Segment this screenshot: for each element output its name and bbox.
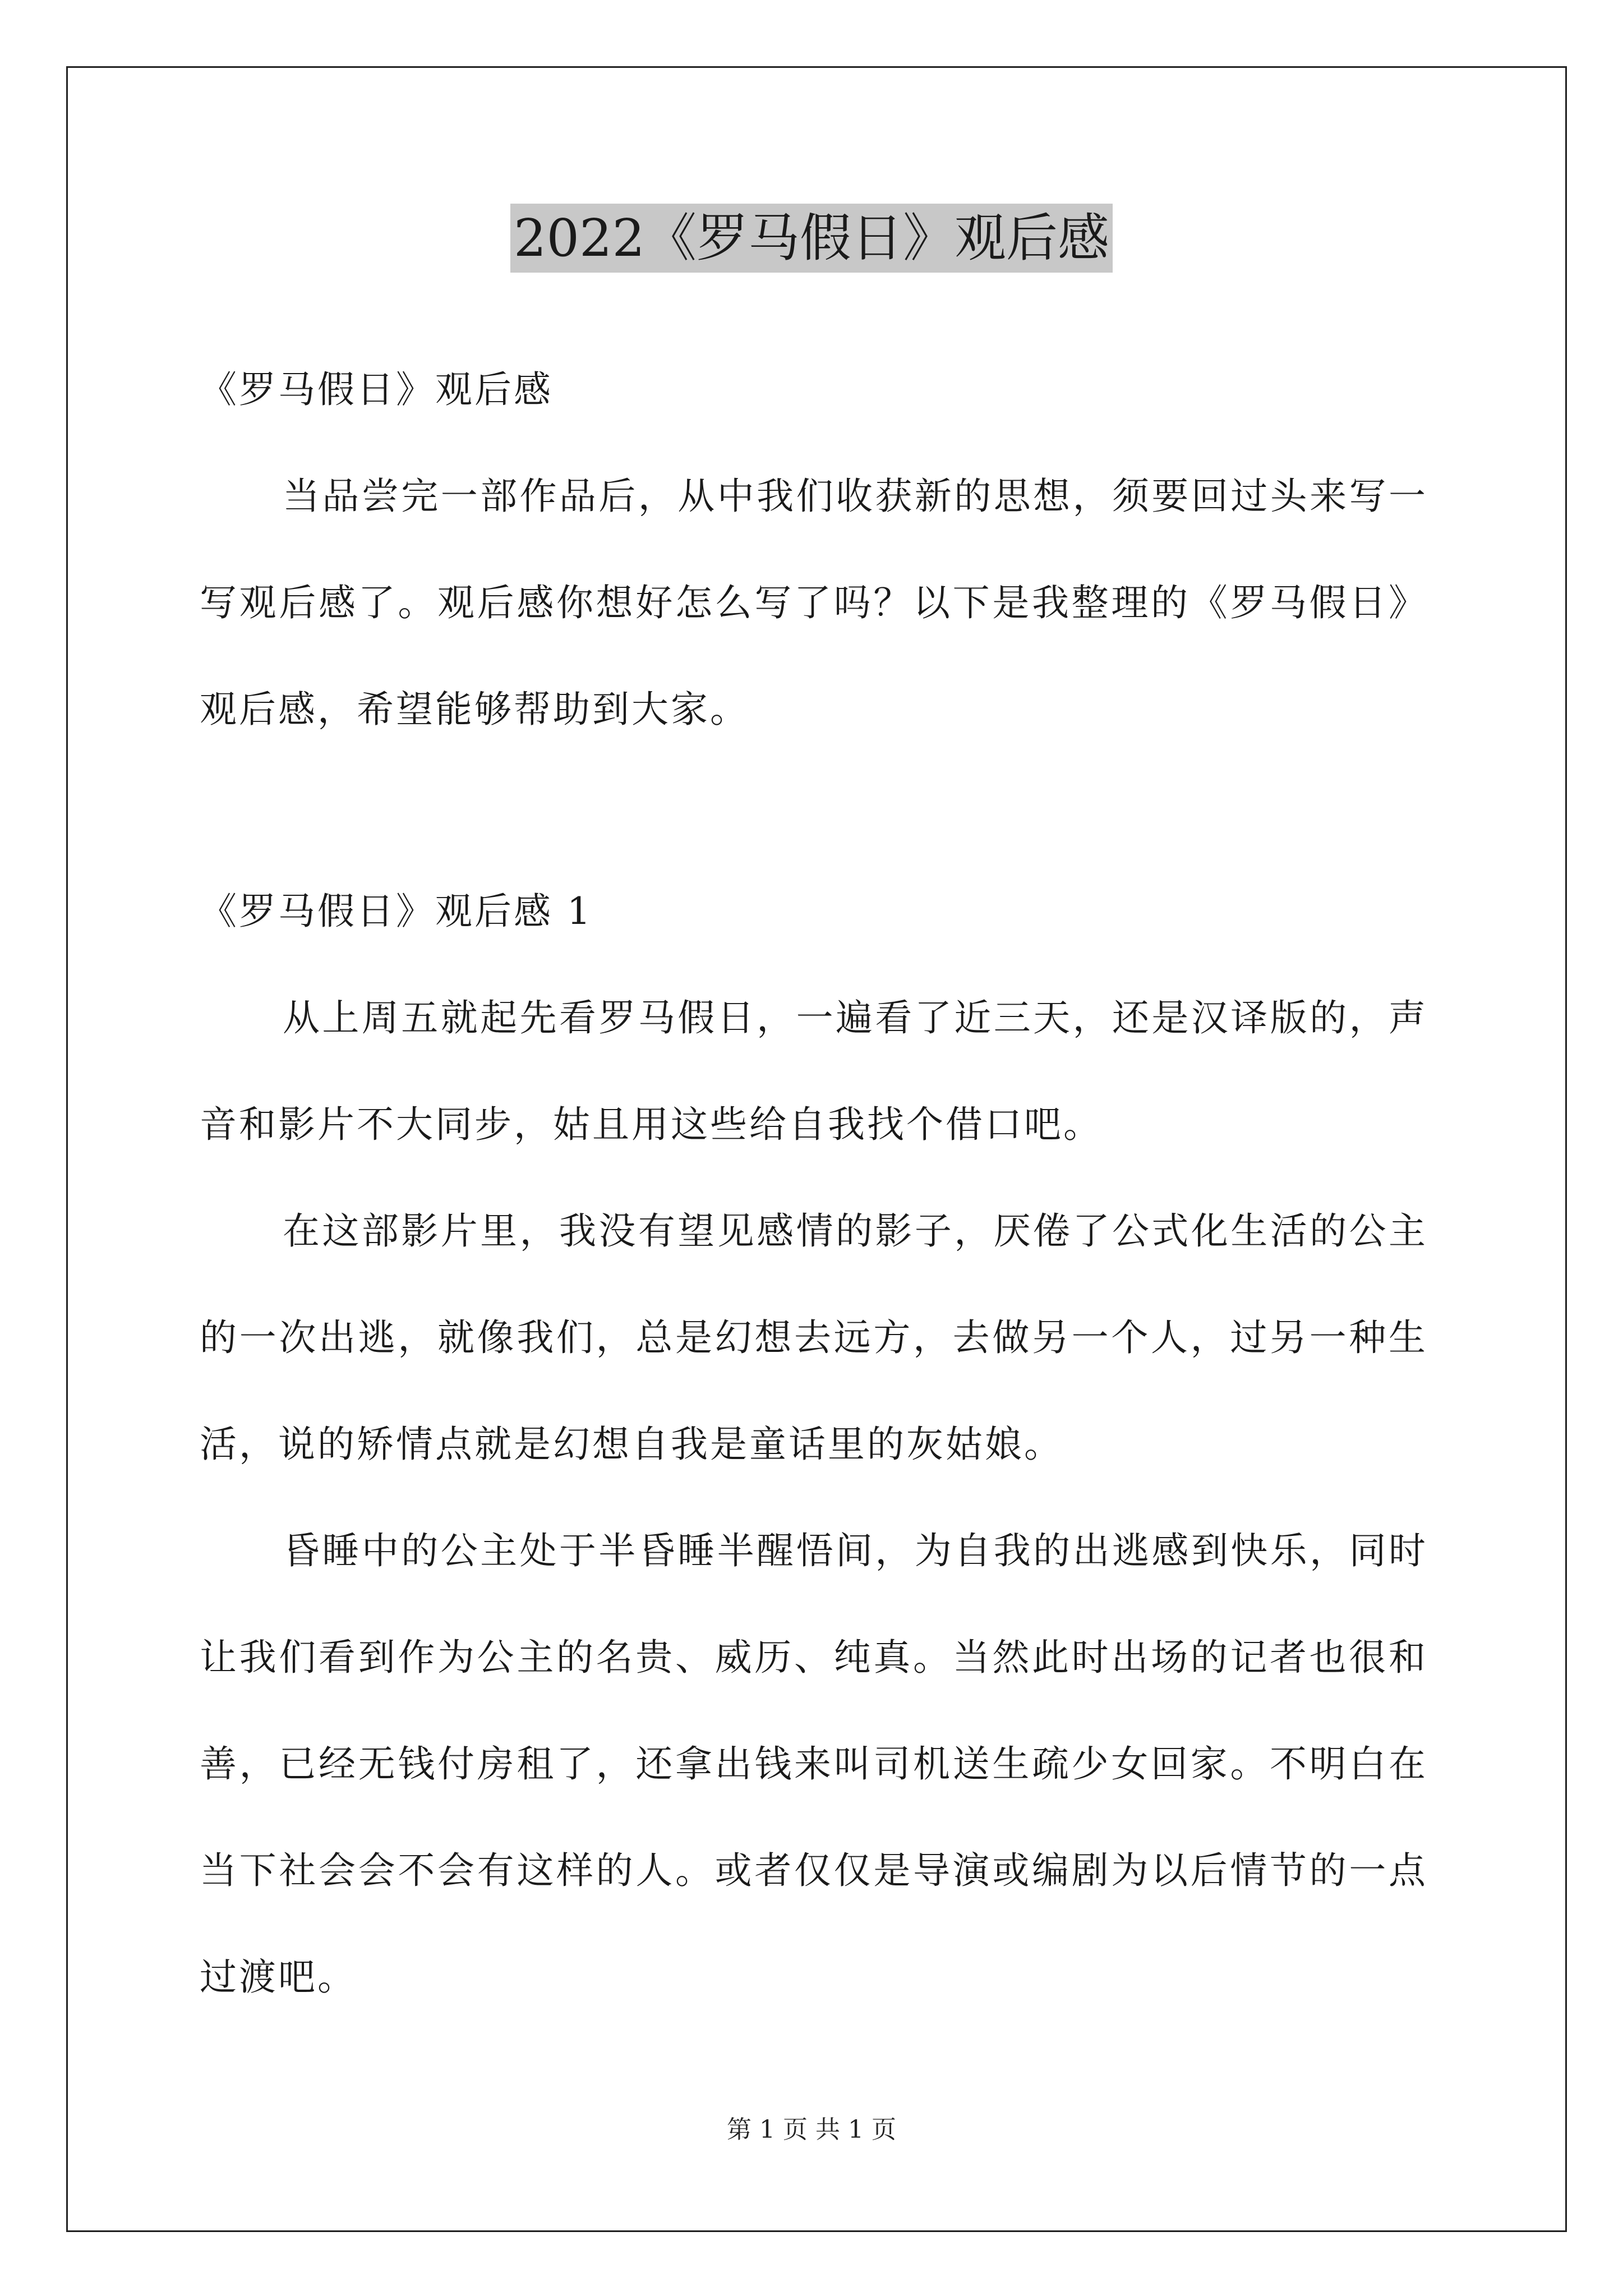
section-spacer [200,763,1428,858]
body-paragraph: 昏睡中的公主处于半昏睡半醒悟间，为自我的出逃感到快乐，同时让我们看到作为公主的名贵、威历、纯真。当然此时出场的记者也很和善，已经无钱付房租了，还拿出钱来叫司机送生疏少女回家。不明白在当下社会会不会有这样的人。或者仅仅是导演或编剧为以后情节的一点过渡吧。 [200,1529,1428,1999]
body-paragraph: 从上周五就起先看罗马假日，一遍看了近三天，还是汉译版的，声音和影片不大同步，姑且用这些给自我找个借口吧。 [200,996,1428,1146]
title-text: 2022《罗马假日》观后感 [510,204,1113,273]
section-heading: 《罗马假日》观后感 1 [200,890,593,933]
document-body [200,337,1428,2031]
intro-paragraph: 当品尝完一部作品后，从中我们收获新的思想，须要回过头来写一写观后感了。观后感你想好怎么写了吗？以下是我整理的《罗马假日》观后感，希望能够帮助到大家。 [200,475,1428,731]
intro-heading: 《罗马假日》观后感 [200,368,553,411]
document-title [0,199,1623,278]
body-paragraph: 在这部影片里，我没有望见感情的影子，厌倦了公式化生活的公主的一次出逃，就像我们，总是幻想去远方，去做另一个人，过另一种生活，说的矫情点就是幻想自我是童话里的灰姑娘。 [200,1209,1428,1466]
page-footer: 第 1 页 共 1 页 [727,2115,896,2144]
